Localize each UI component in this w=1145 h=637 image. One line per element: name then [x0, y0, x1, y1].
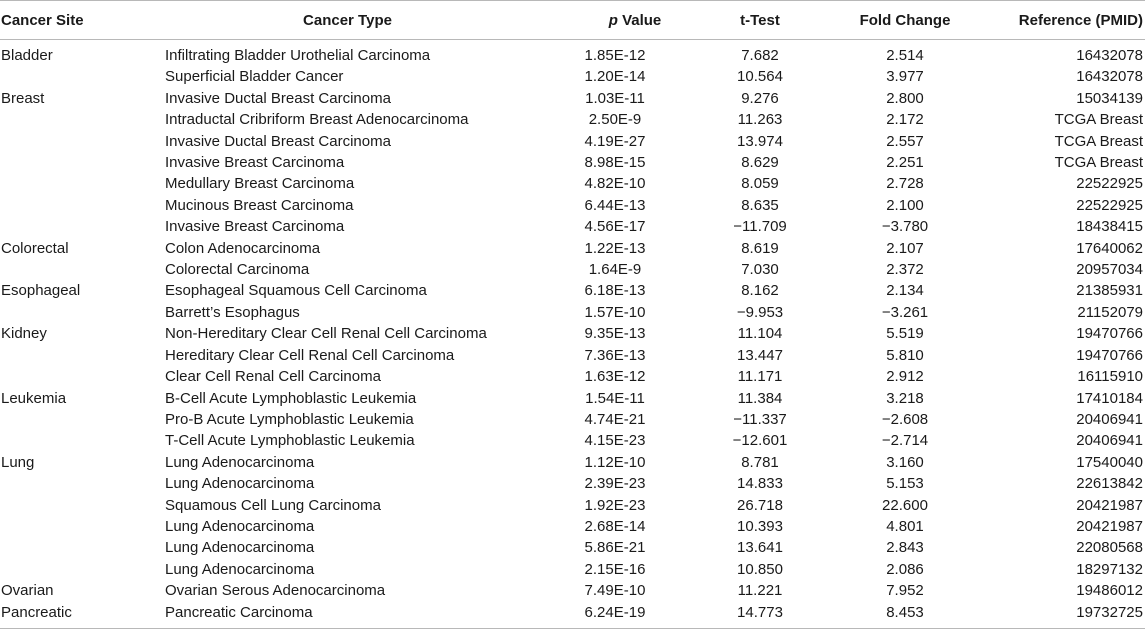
header-cancer-type: Cancer Type: [160, 1, 535, 40]
cell-cancer-type: Invasive Ductal Breast Carcinoma: [165, 132, 391, 150]
cell-fold-change: 7.952: [886, 582, 924, 600]
cell-t-test: 8.629: [741, 154, 779, 172]
cell-cancer-type: Lung Adenocarcinoma: [165, 453, 315, 471]
cell-p-value: 6.24E-19: [535, 602, 695, 629]
cell-reference: 17640062: [1076, 239, 1143, 257]
cell-p-value: 1.63E-12: [584, 368, 646, 386]
cell-t-test: 10.850: [737, 560, 783, 578]
cell-cancer-type: Invasive Breast Carcinoma: [165, 218, 345, 236]
cell-cancer-type: Intraductal Cribriform Breast Adenocarcinoma: [165, 111, 469, 129]
cell-cancer-site: [0, 495, 160, 516]
cell-cancer-site: [0, 345, 160, 366]
cell-t-test: 8.162: [741, 282, 779, 300]
cell-p-value: 1.92E-23: [584, 496, 646, 514]
table-row: [0, 238, 1145, 259]
cell-t-test: 11.221: [737, 582, 783, 600]
table-row: [0, 259, 1145, 280]
cell-reference: 22613842: [1076, 475, 1143, 493]
cell-cancer-site: [0, 109, 160, 130]
cell-cancer-type: Esophageal Squamous Cell Carcinoma: [165, 282, 427, 300]
cell-cancer-site: [0, 516, 160, 537]
cell-fold-change: 5.153: [886, 475, 924, 493]
cell-fold-change: −2.714: [881, 432, 929, 450]
cell-reference: 15034139: [1076, 89, 1143, 107]
table-row: [0, 173, 1145, 194]
table-row: [0, 495, 1145, 516]
cell-cancer-site: [0, 302, 160, 323]
cell-cancer-site: Ovarian: [1, 582, 54, 600]
table-row: [0, 152, 1145, 173]
cell-cancer-type: Lung Adenocarcinoma: [165, 539, 315, 557]
cell-cancer-type: Superficial Bladder Cancer: [165, 68, 344, 86]
cell-t-test: 13.641: [737, 539, 783, 557]
cell-cancer-site: [0, 559, 160, 580]
header-p-italic: p: [608, 11, 618, 29]
cell-reference: 22080568: [1076, 539, 1143, 557]
cell-t-test: 26.718: [737, 496, 783, 514]
cell-fold-change: 4.801: [886, 517, 924, 535]
cell-cancer-site: [0, 430, 160, 451]
cell-cancer-type: Lung Adenocarcinoma: [165, 475, 315, 493]
cell-t-test: 8.635: [741, 196, 779, 214]
cell-p-value: 6.44E-13: [584, 196, 646, 214]
cell-cancer-site: Esophageal: [1, 282, 81, 300]
cell-reference: TCGA Breast: [1054, 111, 1143, 129]
table-row: [0, 602, 1145, 629]
cell-cancer-type: Lung Adenocarcinoma: [165, 560, 315, 578]
cell-t-test: 14.773: [695, 602, 825, 629]
cell-fold-change: 22.600: [882, 496, 928, 514]
cell-cancer-type: Infiltrating Bladder Urothelial Carcinoma: [165, 47, 431, 64]
cell-p-value: 1.64E-9: [588, 261, 642, 279]
cell-p-value: 7.49E-10: [584, 582, 646, 600]
cell-cancer-site: Kidney: [1, 325, 47, 343]
table-row: [0, 537, 1145, 558]
cell-p-value: 8.98E-15: [584, 154, 646, 172]
table-row: [0, 88, 1145, 109]
table-row: [0, 216, 1145, 237]
cell-t-test: 7.682: [741, 47, 779, 64]
cell-reference: 19470766: [1076, 346, 1143, 364]
cell-cancer-site: Colorectal: [1, 239, 69, 257]
cell-reference: 17410184: [1076, 389, 1143, 407]
header-fold-change: Fold Change: [825, 1, 985, 40]
cell-t-test: 11.384: [737, 389, 783, 407]
cell-cancer-site: [0, 195, 160, 216]
cell-cancer-type: Invasive Ductal Breast Carcinoma: [165, 89, 391, 107]
cell-t-test: 11.263: [737, 111, 783, 129]
cell-fold-change: −2.608: [881, 410, 929, 428]
table-row: [0, 388, 1145, 409]
cell-reference: 20957034: [1076, 261, 1143, 279]
cell-reference: 18297132: [1076, 560, 1143, 578]
cell-t-test: −12.601: [732, 432, 788, 450]
cell-reference: 20406941: [1076, 410, 1143, 428]
cell-cancer-type: Pro-B Acute Lymphoblastic Leukemia: [165, 410, 414, 428]
cell-cancer-type: T-Cell Acute Lymphoblastic Leukemia: [165, 432, 415, 450]
cell-cancer-site: Leukemia: [1, 389, 67, 407]
cell-fold-change: 2.372: [886, 261, 924, 279]
cell-fold-change: 3.977: [886, 68, 924, 86]
cell-cancer-site: [0, 173, 160, 194]
cell-p-value: 4.56E-17: [584, 218, 646, 236]
cell-reference: 20421987: [1076, 517, 1143, 535]
cell-p-value: 5.86E-21: [584, 539, 646, 557]
cell-p-value: 6.18E-13: [584, 282, 646, 300]
cell-p-value: 1.57E-10: [584, 303, 646, 321]
cell-cancer-site: [0, 152, 160, 173]
cell-t-test: 13.974: [737, 132, 783, 150]
cell-p-value: 2.50E-9: [588, 111, 642, 129]
cell-cancer-type: Non-Hereditary Clear Cell Renal Cell Carcinoma: [165, 325, 487, 343]
cell-cancer-site: [0, 216, 160, 237]
cell-t-test: 10.564: [737, 68, 783, 86]
table-row: [0, 409, 1145, 430]
cell-cancer-type: Colorectal Carcinoma: [165, 261, 310, 279]
cell-reference: 19732725: [985, 602, 1145, 629]
cell-p-value: 4.15E-23: [584, 432, 646, 450]
cell-reference: TCGA Breast: [1054, 154, 1143, 172]
header-t-test: t-Test: [695, 1, 825, 40]
table-row: [0, 302, 1145, 323]
cell-p-value: 1.20E-14: [584, 68, 646, 86]
cell-fold-change: 2.514: [886, 47, 924, 64]
cell-cancer-type: B-Cell Acute Lymphoblastic Leukemia: [165, 389, 417, 407]
cell-cancer-type: Squamous Cell Lung Carcinoma: [165, 496, 381, 514]
cell-t-test: 9.276: [741, 89, 779, 107]
cell-cancer-type: Lung Adenocarcinoma: [165, 517, 315, 535]
cell-p-value: 2.15E-16: [584, 560, 646, 578]
table-row: [0, 345, 1145, 366]
cell-fold-change: 2.100: [886, 196, 924, 214]
cell-reference: 19470766: [1076, 325, 1143, 343]
header-p-rest: Value: [617, 11, 662, 29]
table-row: [0, 580, 1145, 601]
table-row: [0, 559, 1145, 580]
cell-t-test: 10.393: [737, 517, 783, 535]
cell-t-test: 11.171: [737, 368, 783, 386]
table-row: [0, 452, 1145, 473]
cell-p-value: 1.22E-13: [584, 239, 646, 257]
cell-cancer-type: Barrett’s Esophagus: [165, 303, 300, 321]
cell-reference: 22522925: [1076, 196, 1143, 214]
cell-cancer-site: [0, 131, 160, 152]
cell-reference: 22522925: [1076, 175, 1143, 193]
cell-reference: 16432078: [1076, 68, 1143, 86]
cell-p-value: 2.68E-14: [584, 517, 646, 535]
cell-reference: TCGA Breast: [1054, 132, 1143, 150]
cell-t-test: −11.709: [733, 218, 787, 236]
cell-fold-change: 2.557: [886, 132, 924, 150]
cell-fold-change: 5.519: [886, 325, 924, 343]
cell-fold-change: 2.728: [886, 175, 924, 193]
cell-cancer-site: [0, 473, 160, 494]
header-row: [0, 1, 1145, 40]
cell-cancer-type: Colon Adenocarcinoma: [165, 239, 321, 257]
cell-t-test: −9.953: [736, 303, 784, 321]
cell-fold-change: 5.810: [886, 346, 924, 364]
cell-p-value: 1.85E-12: [584, 47, 646, 64]
cell-fold-change: 2.172: [886, 111, 924, 129]
cell-t-test: 8.059: [741, 175, 779, 193]
cell-fold-change: 8.453: [825, 602, 985, 629]
cell-cancer-type: Medullary Breast Carcinoma: [165, 175, 355, 193]
cell-p-value: 1.12E-10: [584, 453, 646, 471]
cell-p-value: 1.54E-11: [585, 389, 645, 407]
cell-reference: 16432078: [1076, 47, 1143, 64]
cell-reference: 19486012: [1076, 582, 1143, 600]
cell-fold-change: 2.134: [886, 282, 924, 300]
cell-cancer-site: Bladder: [1, 47, 53, 64]
cell-p-value: 9.35E-13: [584, 325, 646, 343]
cell-cancer-site: [0, 366, 160, 387]
table-row: [0, 131, 1145, 152]
cell-fold-change: 2.086: [886, 560, 924, 578]
cell-cancer-site: [0, 259, 160, 280]
cell-cancer-type: Invasive Breast Carcinoma: [165, 154, 345, 172]
cell-t-test: 8.781: [741, 453, 779, 471]
cell-cancer-site: [0, 409, 160, 430]
cell-fold-change: 2.843: [886, 539, 924, 557]
cell-p-value: 4.74E-21: [584, 410, 646, 428]
cell-reference: 21152079: [1077, 303, 1143, 321]
cell-p-value: 1.03E-11: [585, 89, 645, 107]
cell-cancer-type: Hereditary Clear Cell Renal Cell Carcinoma: [165, 346, 455, 364]
cell-p-value: 2.39E-23: [584, 475, 646, 493]
header-cancer-site: Cancer Site: [0, 1, 160, 40]
table-row: [0, 516, 1145, 537]
cell-p-value: 4.82E-10: [584, 175, 646, 193]
cell-fold-change: 2.912: [886, 368, 924, 386]
cell-reference: 18438415: [1076, 218, 1143, 236]
table-row: [0, 195, 1145, 216]
cell-cancer-type: Pancreatic Carcinoma: [160, 602, 535, 629]
cell-fold-change: 3.218: [886, 389, 924, 407]
cell-cancer-site: Breast: [1, 89, 45, 107]
cell-cancer-site: [0, 537, 160, 558]
cell-fold-change: −3.261: [881, 303, 929, 321]
cell-t-test: 7.030: [741, 261, 779, 279]
cell-reference: 17540040: [1076, 453, 1143, 471]
cell-fold-change: 2.107: [886, 239, 924, 257]
header-reference: Reference (PMID): [985, 1, 1145, 40]
cell-fold-change: −3.780: [881, 218, 929, 236]
cell-p-value: 4.19E-27: [584, 132, 646, 150]
table-row: [0, 66, 1145, 87]
cell-reference: 20421987: [1076, 496, 1143, 514]
cell-cancer-site: Lung: [1, 453, 35, 471]
cell-reference: 16115910: [1077, 368, 1143, 386]
table-row: [0, 430, 1145, 451]
cell-cancer-site: Pancreatic: [0, 602, 160, 629]
cell-cancer-type: Mucinous Breast Carcinoma: [165, 196, 354, 214]
cell-t-test: 14.833: [737, 475, 783, 493]
table-row: [0, 366, 1145, 387]
cell-t-test: 11.104: [737, 325, 783, 343]
table-row: [0, 280, 1145, 301]
cell-p-value: 7.36E-13: [584, 346, 646, 364]
table-row: [0, 40, 1145, 67]
cell-fold-change: 2.800: [886, 89, 924, 107]
header-p-value: [535, 1, 695, 40]
table-body: [0, 40, 1145, 629]
cell-fold-change: 2.251: [886, 154, 924, 172]
cell-t-test: −11.337: [733, 410, 787, 428]
table-row: [0, 323, 1145, 344]
cell-reference: 21385931: [1076, 282, 1143, 300]
table-row: [0, 473, 1145, 494]
cell-cancer-site: [0, 66, 160, 87]
cell-cancer-type: Ovarian Serous Adenocarcinoma: [165, 582, 386, 600]
cell-reference: 20406941: [1076, 432, 1143, 450]
table-header: [0, 1, 1145, 40]
cell-cancer-type: Clear Cell Renal Cell Carcinoma: [165, 368, 381, 386]
cell-t-test: 8.619: [741, 239, 779, 257]
table-row: [0, 109, 1145, 130]
cell-t-test: 13.447: [737, 346, 783, 364]
cell-fold-change: 3.160: [886, 453, 924, 471]
